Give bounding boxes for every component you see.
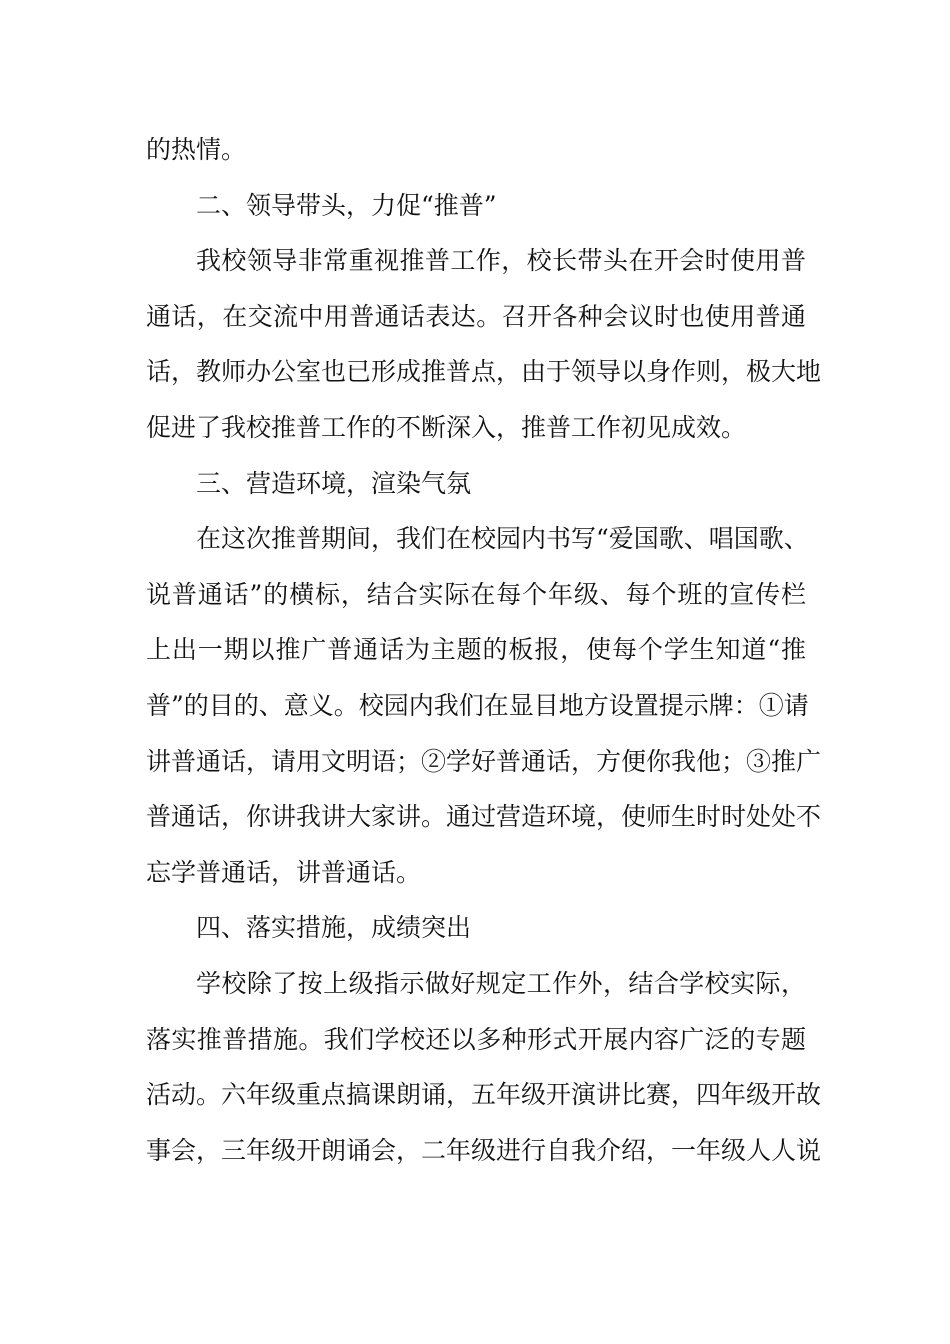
- document-body: [146, 128, 822, 1184]
- paragraph-first-line: 在这次推普期间，我们在校园内书写“爱国歌、唱国歌、: [196, 524, 809, 554]
- text-line: 普”的目的、意义。校园内我们在显目地方设置提示牌：①请: [146, 690, 809, 720]
- text-line: 普通话，你讲我讲大家讲。通过营造环境，使师生时时处处不: [146, 802, 822, 832]
- text-line: 落实推普措施。我们学校还以多种形式开展内容广泛的专题: [146, 1024, 806, 1054]
- text-line: 通话，在交流中用普通话表达。召开各种会议时也使用普通: [146, 301, 806, 331]
- paragraph-first-line: 四、落实措施，成绩突出: [196, 913, 472, 943]
- text-line: 讲普通话，请用文明语；②学好普通话，方便你我他；③推广: [146, 746, 822, 776]
- text-line: 的热情。: [146, 135, 247, 164]
- text-line: 促进了我校推普工作的不断深入，推普工作初见成效。: [146, 412, 747, 442]
- text-line: 事会，三年级开朗诵会，二年级进行自我介绍，一年级人人说: [146, 1135, 822, 1165]
- paragraph-first-line: 二、领导带头，力促“推普”: [196, 190, 497, 220]
- text-line: 活动。六年级重点搞课朗诵，五年级开演讲比赛，四年级开故: [146, 1080, 822, 1110]
- paragraph-first-line: 学校除了按上级指示做好规定工作外，结合学校实际，: [196, 968, 806, 998]
- text-line: 话，教师办公室也已形成推普点，由于领导以身作则，极大地: [146, 357, 822, 387]
- paragraph-first-line: 我校领导非常重视推普工作，校长带头在开会时使用普: [196, 246, 806, 276]
- text-line: 说普通话”的横标，结合实际在每个年级、每个班的宣传栏: [146, 579, 806, 609]
- text-line: 忘学普通话，讲普通话。: [146, 857, 422, 887]
- paragraph-first-line: 三、营造环境，渲染气氛: [196, 468, 472, 498]
- text-line: 上出一期以推广普通话为主题的板报，使每个学生知道“推: [146, 635, 806, 665]
